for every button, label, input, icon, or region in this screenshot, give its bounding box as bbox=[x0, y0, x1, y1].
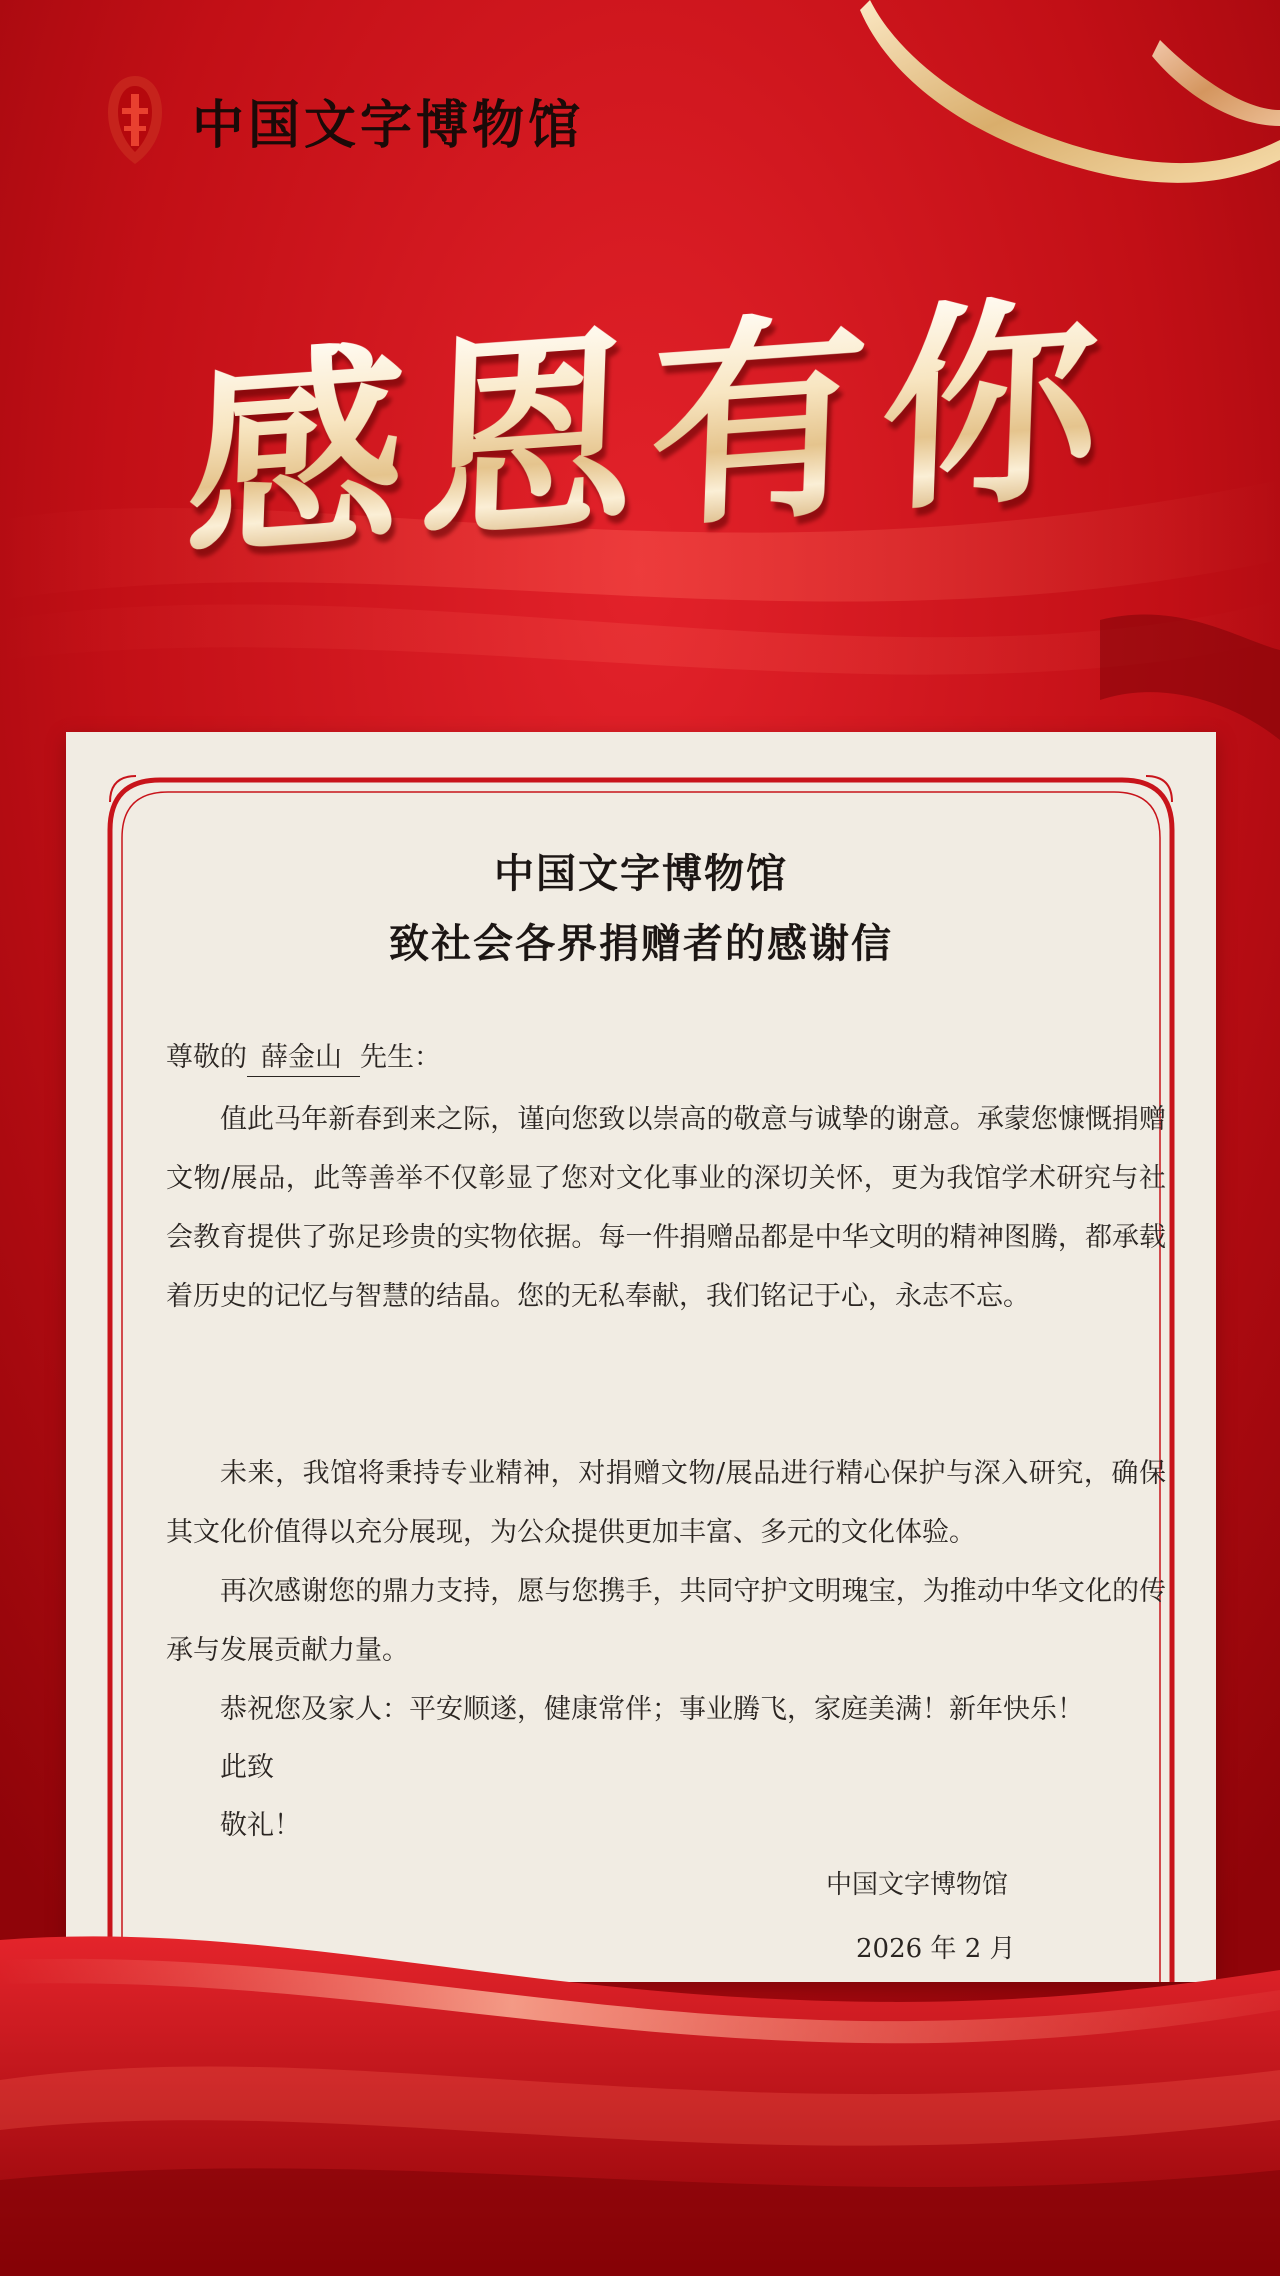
salutation-suffix: 先生： bbox=[360, 1042, 441, 1073]
letter-paragraph-2: 未来，我馆将秉持专业精神，对捐赠文物/展品进行精心保护与深入研究，确保其文化价值得以充分展现，为公众提供更加丰富、多元的文化体验。 bbox=[166, 1458, 1166, 1548]
letter-closing-1: 此致 bbox=[220, 1752, 274, 1783]
salutation-prefix: 尊敬的 bbox=[166, 1042, 247, 1073]
letter-paper bbox=[66, 732, 1216, 1982]
letter-closing-2: 敬礼！ bbox=[220, 1810, 301, 1841]
hero-title-block bbox=[120, 200, 1180, 660]
signature-organization: 中国文字博物馆 bbox=[826, 1870, 1009, 1900]
letter-title-line2: 致社会各界捐赠者的感谢信 bbox=[389, 921, 893, 967]
letter-title-line1: 中国文字博物馆 bbox=[494, 851, 788, 897]
museum-emblem-icon bbox=[100, 72, 170, 168]
museum-logo bbox=[100, 72, 584, 168]
bottom-silk-wave-decoration bbox=[0, 1880, 1280, 2276]
letter-salutation bbox=[166, 1028, 1166, 1087]
letter-paragraph-1: 值此马年新春到来之际，谨向您致以崇高的敬意与诚挚的谢意。承蒙您慷慨捐赠文物/展品，此等善举不仅彰显了您对文化事业的深切关怀，更为我馆学术研究与社会教育提供了弥足珍贵的实物依据。每一件捐赠品都是中华文明的精神图腾，都承载着历史的记忆与智慧的结晶。您的无私奉献，我们铭记于心，永志不忘。 bbox=[166, 1104, 1166, 1312]
letter-paragraph-3: 再次感谢您的鼎力支持，愿与您携手，共同守护文明瑰宝，为推动中华文化的传承与发展贡献力量。 bbox=[166, 1576, 1166, 1666]
letter-paragraph-4: 恭祝您及家人：平安顺遂，健康常伴；事业腾飞，家庭美满！新年快乐！ bbox=[220, 1694, 1084, 1725]
signature-date: 2026 年 2 月 bbox=[856, 1934, 1016, 1964]
museum-name-header: 中国文字博物馆 bbox=[192, 94, 585, 156]
recipient-name: 薛金山 bbox=[247, 1040, 360, 1077]
gold-ribbon-decoration bbox=[860, 0, 1280, 200]
hero-calligraphy-title: 感恩有你 bbox=[182, 269, 1118, 591]
